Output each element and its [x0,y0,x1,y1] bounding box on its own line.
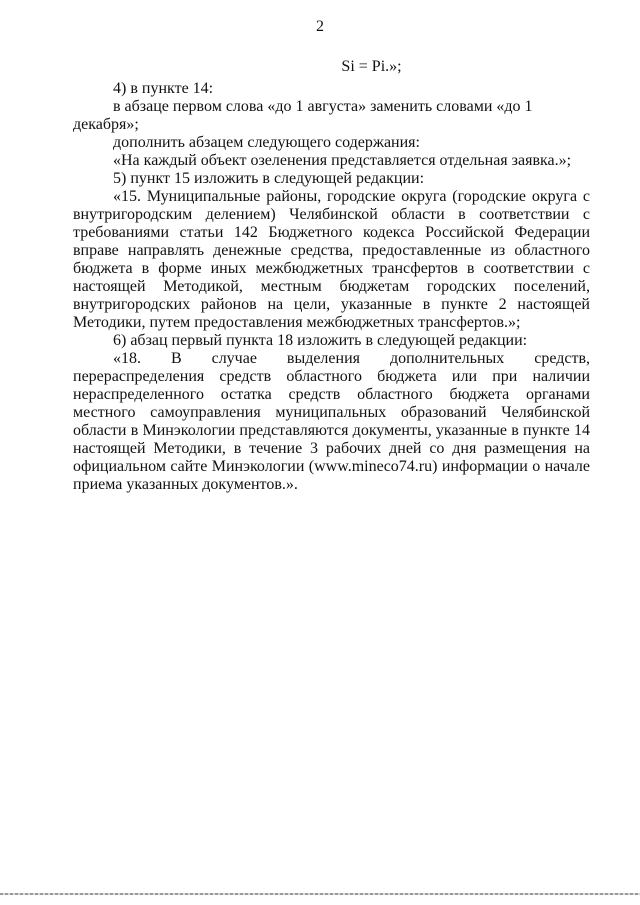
paragraph-add-content: дополнить абзацем следующего содержания: [113,134,420,151]
paragraph-separate-application: «На каждый объект озеленения представляется отдельная заявка.»; [113,152,572,169]
paragraph-item-4: 4) в пункте 14: [113,80,214,97]
paragraph-item-5: 5) пункт 15 изложить в следующей редакции: [113,170,425,187]
formula-line: Si = Pi.»; [341,58,402,75]
page-number: 2 [316,18,324,35]
paragraph-clause-18: «18. В случае выделения дополнительных средств, перераспределения средств областного бюджета или при наличии нераспределенного остатка средств областного бюджета органами местного самоуправления муниципальных образований Челябинской области в Минэкологии представляются документы, указанные в пункте 14 настоящей Методики, в течение 3 рабочих дней со дня размещения на официальном сайте Минэкологии (www.mineco74.ru) информации о начале приема указанных документов.». [73,350,590,493]
bottom-divider [0,893,640,895]
paragraph-item-6: 6) абзац первый пункта 18 изложить в следующей редакции: [113,332,528,349]
document-body [73,58,590,494]
paragraph-august-replace: в абзаце первом слова «до 1 августа» заменить словами «до 1 декабря»; [73,98,533,133]
paragraph-clause-15: «15. Муниципальные районы, городские округа (городские округа с внутригородским делением) Челябинской области в соответствии с требованиями статьи 142 Бюджетного кодекса Российской Федерации вправе направлять денежные средства, предоставленные из областного бюджета в форме иных межбюджетных трансфертов в соответствии с настоящей Методикой, местным бюджетам городских поселений, внутригородских районов на цели, указанные в пункте 2 настоящей Методики, путем предоставления межбюджетных трансфертов.»; [73,188,590,331]
